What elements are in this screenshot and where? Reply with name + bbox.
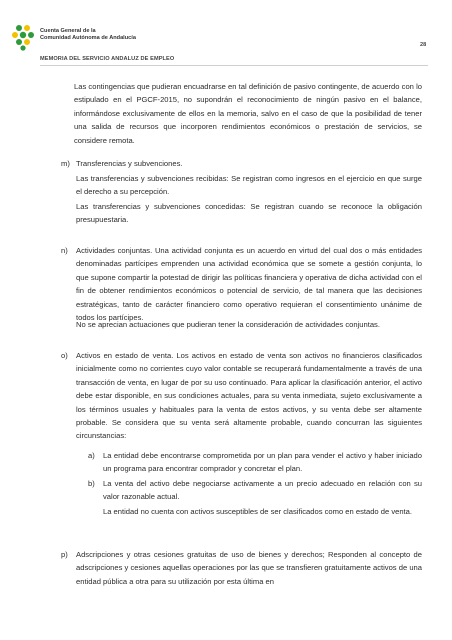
org-name-line1: Cuenta General de la — [40, 28, 96, 34]
section-m-paragraph-1: Las transferencias y subvenciones recibidas: Se registran como ingresos en el ejercicio en que surge el derecho a su percepción. — [76, 174, 422, 197]
section-p-paragraph-1: Adscripciones y otras cesiones gratuitas de uso de bienes y derechos; Responden al concepto de adscripciones y cesiones aquellas operaciones por las que se transfieren gratuitamente activos de una entidad pública a otra para su utilización por esta última en — [76, 550, 422, 586]
page-number: 28 — [420, 42, 427, 48]
section-m-paragraph-2: Las transferencias y subvenciones concedidas: Se registran cuando se reconoce la obligación presupuestaria. — [76, 202, 422, 225]
section-m-title: Transferencias y subvenciones. — [76, 159, 183, 168]
section-o-sub-b-text: La venta del activo debe negociarse activamente a un precio adecuado en relación con su valor razonable actual. — [103, 479, 422, 502]
section-o-sub-a-text: La entidad debe encontrarse comprometida por un plan para vender el activo y haber iniciado un programa para encontrar comprador y concretar el plan. — [103, 451, 422, 474]
section-o-label: o) — [61, 351, 68, 360]
section-o-sub-b-note: La entidad no cuenta con activos susceptibles de ser clasificados como en estado de venta. — [103, 507, 413, 516]
section-o-sub-a-label: a) — [88, 451, 95, 460]
org-name-line2: Comunidad Autónoma de Andalucía — [40, 34, 136, 41]
section-m-label: m) — [61, 159, 70, 168]
section-n-paragraph-1: Actividades conjuntas. Una actividad conjunta es un acuerdo en virtud del cual dos o más entidades denominadas partícipes emprenden una actividad económica que se somete a gestión conjunta, lo que supone compartir la potestad de dirigir las políticas financiera y operativa de dicha actividad con el fin de obtener rendimientos económicos o potencial de servicio, de tal manera que las decisiones estratégicas, tanto de carácter financiero como operativo requieran el consentimiento unánime de todos los partícipes. — [76, 246, 422, 323]
report-title: MEMORIA DEL SERVICIO ANDALUZ DE EMPLEO — [40, 56, 175, 62]
section-o-sub-b-label: b) — [88, 479, 95, 488]
section-n-label: n) — [61, 246, 68, 255]
section-n-paragraph-2: No se aprecian actuaciones que pudieran tener la consideración de actividades conjuntas. — [76, 320, 380, 329]
section-o-paragraph-1: Activos en estado de venta. Los activos en estado de venta son activos no financieros clasificados inicialmente como no corrientes cuyo valor contable se recuperará fundamentalmente a través de una transacción de venta, en lugar de por su uso continuado. Para aplicar la clasificación anterior, el activo debe estar disponible, en sus condiciones actuales, para su venta inmediata, sujeto exclusivamente a los términos usuales y habituales para la venta de estos activos, y su venta debe ser altamente probable. Se considera que su venta será altamente probable, cuando concurran las siguientes circunstancias: — [76, 351, 422, 441]
section-p-label: p) — [61, 550, 68, 559]
intro-paragraph: Las contingencias que pudieran encuadrarse en tal definición de pasivo contingente, de acuerdo con lo estipulado en el PGCF-2015, no supondrán el reconocimiento de ningún pasivo en el balance, informándose exclusivamente de ellos en la memoria, salvo en el caso de que la posibilidad de tener una salida de recursos que incorporen rendimientos económicos o prestación de servicios, se considere remota. — [74, 82, 422, 145]
